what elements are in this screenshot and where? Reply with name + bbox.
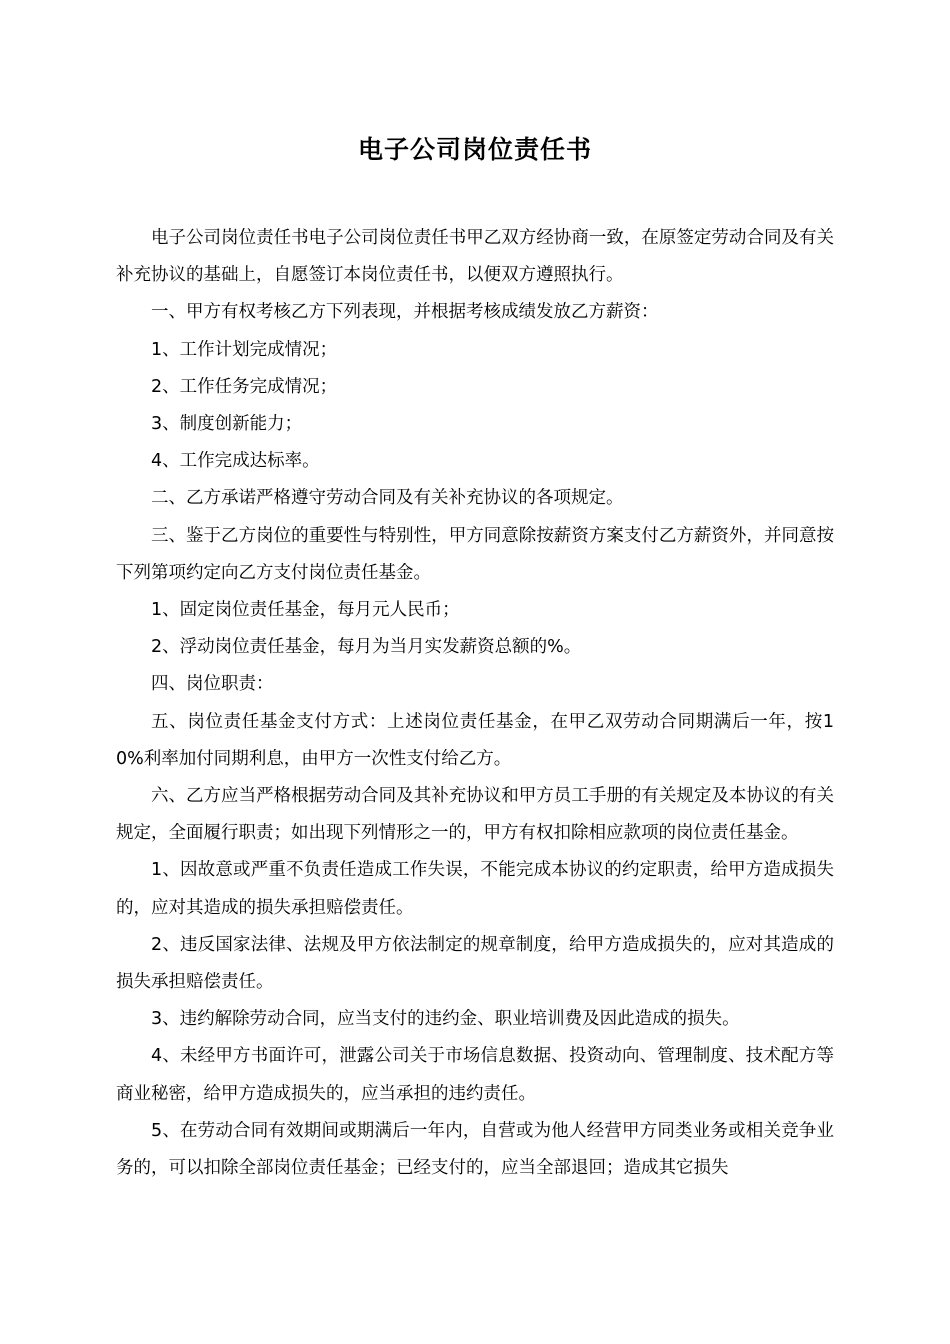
list-item: 4、未经甲方书面许可，泄露公司关于市场信息数据、投资动向、管理制度、技术配方等商业秘密，给甲方造成损失的，应当承担的违约责任。 [116,1046,834,1104]
list-item: 1、因故意或严重不负责任造成工作失误，不能完成本协议的约定职责，给甲方造成损失的，应对其造成的损失承担赔偿责任。 [116,860,834,918]
section-2-paragraph: 二、乙方承诺严格遵守劳动合同及有关补充协议的各项规定。 [151,488,624,509]
list-item: 1、固定岗位责任基金，每月元人民币； [151,600,460,621]
list-item: 1、工作计划完成情况； [151,339,338,360]
document-body [116,220,834,1187]
section-1-heading: 一、甲方有权考核乙方下列表现，并根据考核成绩发放乙方薪资： [151,302,659,323]
list-item: 2、工作任务完成情况； [151,376,338,397]
section-6-paragraph: 六、乙方应当严格根据劳动合同及其补充协议和甲方员工手册的有关规定及本协议的有关规定，全面履行职责；如出现下列情形之一的，甲方有权扣除相应款项的岗位责任基金。 [116,786,834,844]
document-title: 电子公司岗位责任书 [357,135,592,164]
list-item: 3、制度创新能力； [151,414,303,435]
section-4-heading: 四、岗位职责： [151,674,274,695]
list-item: 5、在劳动合同有效期间或期满后一年内，自营或为他人经营甲方同类业务或相关竞争业务的，可以扣除全部岗位责任基金；已经支付的，应当全部退回；造成其它损失 [116,1120,834,1179]
list-item: 2、违反国家法律、法规及甲方依法制定的规章制度，给甲方造成损失的，应对其造成的损失承担赔偿责任。 [116,934,834,993]
section-5-paragraph: 五、岗位责任基金支付方式：上述岗位责任基金，在甲乙双劳动合同期满后一年，按10%利率加付同期利息，由甲方一次性支付给乙方。 [116,711,834,769]
list-item: 4、工作完成达标率。 [151,451,320,472]
section-3-paragraph: 三、鉴于乙方岗位的重要性与特别性，甲方同意除按薪资方案支付乙方薪资外，并同意按下列第项约定向乙方支付岗位责任基金。 [116,525,834,583]
intro-paragraph: 电子公司岗位责任书电子公司岗位责任书甲乙双方经协商一致，在原签定劳动合同及有关补充协议的基础上，自愿签订本岗位责任书，以便双方遵照执行。 [116,228,834,286]
list-item: 3、违约解除劳动合同，应当支付的违约金、职业培训费及因此造成的损失。 [151,1009,740,1030]
list-item: 2、浮动岗位责任基金，每月为当月实发薪资总额的%。 [151,637,582,658]
